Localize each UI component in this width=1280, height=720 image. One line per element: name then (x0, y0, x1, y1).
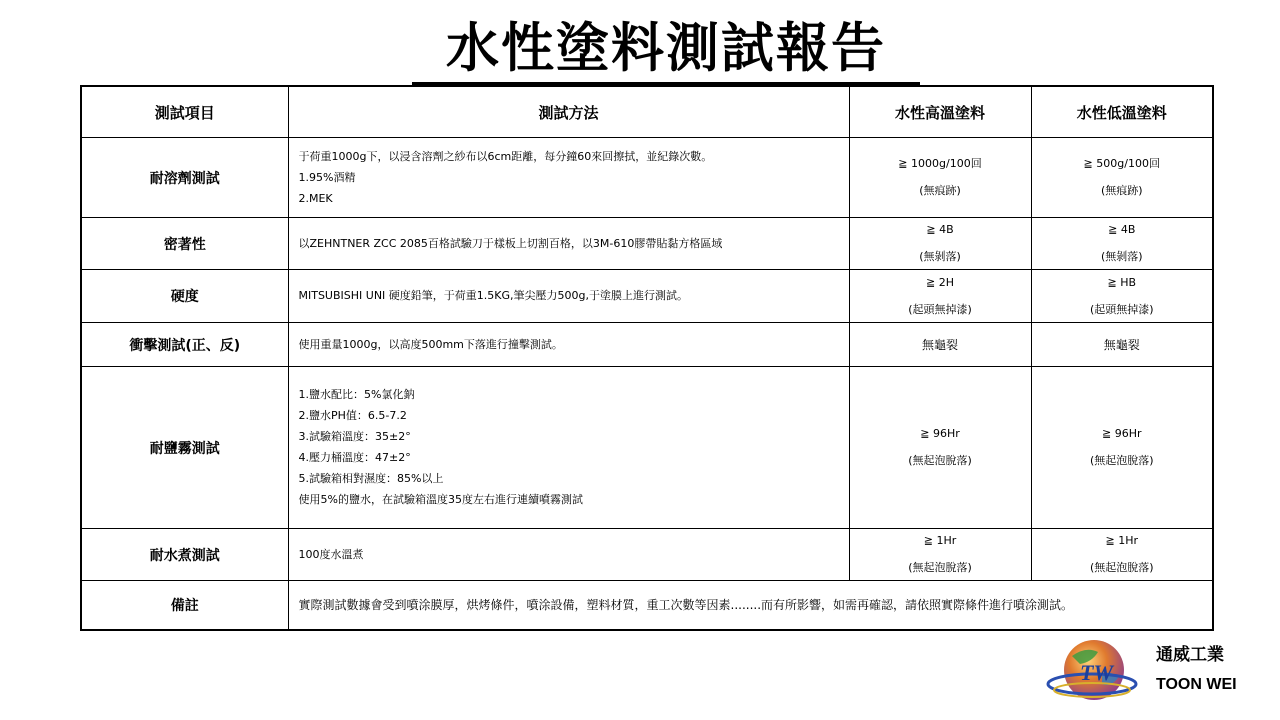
table-row (81, 270, 1213, 323)
note-text-cell (288, 581, 1213, 630)
header-test-method: 測試方法 (288, 86, 849, 138)
result-value: ≧ 500g/100回 (1083, 157, 1160, 170)
row-item-label: 耐溶劑測試 (81, 138, 288, 218)
method-line: 3.試驗箱溫度：35±2° (298, 430, 411, 443)
note-row (81, 581, 1213, 630)
result-note: (無起泡脫落) (1089, 561, 1154, 574)
company-logo (1046, 634, 1146, 710)
result-note: (無痕跡) (1100, 184, 1143, 197)
result-note: (起頭無掉漆) (1089, 302, 1154, 316)
method-line: 4.壓力桶溫度：47±2° (298, 451, 411, 464)
row-method (288, 529, 849, 581)
result-note: (無剝落) (1100, 250, 1143, 263)
row-low-temp-result (1031, 270, 1213, 323)
table-row (81, 218, 1213, 270)
result-note: (無起泡脫落) (908, 454, 972, 467)
result-note: (無痕跡) (919, 184, 961, 197)
row-low-temp-result (1031, 529, 1213, 581)
header-high-temp-coating: 水性高溫塗料 (849, 86, 1031, 138)
result-value: ≧ 1000g/100回 (898, 157, 982, 170)
row-low-temp-result (1031, 218, 1213, 270)
method-line: 于荷重1000g下，以浸含溶劑之紗布以6cm距離，每分鐘60來回擦拭，並紀錄次數。 (298, 149, 713, 163)
result-value: ≧ 1Hr (1105, 534, 1138, 547)
table-row (81, 323, 1213, 367)
result-note: (無起泡脫落) (1089, 454, 1154, 467)
row-high-temp-result (849, 270, 1031, 323)
test-report-table (80, 85, 1214, 631)
result-value: ≧ 4B (1108, 223, 1136, 236)
method-line: 2.MEK (298, 191, 333, 205)
result-value: ≧ 96Hr (1101, 427, 1142, 440)
row-high-temp-result: 無龜裂 (849, 323, 1031, 367)
row-high-temp-result (849, 367, 1031, 529)
row-item-label: 衝擊測試(正、反) (81, 323, 288, 367)
title-container (412, 14, 920, 85)
row-low-temp-result (1031, 367, 1213, 529)
row-item-label: 耐鹽霧測試 (81, 367, 288, 529)
method-line: 5.試驗箱相對濕度：85%以上 (298, 472, 444, 485)
row-item-label: 密著性 (81, 218, 288, 270)
result-note: (無剝落) (919, 250, 961, 263)
row-method (288, 138, 849, 218)
header-low-temp-coating: 水性低溫塗料 (1031, 86, 1213, 138)
row-method (288, 270, 849, 323)
result-value: ≧ 2H (926, 275, 954, 289)
brand-name-chinese: 通威工業 (1156, 645, 1224, 665)
page-title: 水性塗料測試報告 (446, 17, 886, 79)
header-test-item: 測試項目 (81, 86, 288, 138)
table-row (81, 138, 1213, 218)
result-value: ≧ HB (1107, 275, 1137, 289)
method-line: 使用5%的鹽水，在試驗箱溫度35度左右進行連續噴霧測試 (298, 493, 583, 506)
table-row (81, 367, 1213, 529)
result-value: ≧ 4B (926, 223, 954, 236)
row-high-temp-result (849, 138, 1031, 218)
row-high-temp-result (849, 218, 1031, 270)
method-line: 100度水溫煮 (298, 547, 364, 561)
row-low-temp-result: 無龜裂 (1031, 323, 1213, 367)
brand-name-english: TOON WEI (1156, 676, 1237, 693)
result-note: (無起泡脫落) (908, 561, 972, 574)
result-value: ≧ 96Hr (920, 427, 960, 440)
method-line: 1.95%酒精 (298, 170, 356, 184)
table-row (81, 529, 1213, 581)
method-line: MITSUBISHI UNI 硬度鉛筆，于荷重1.5KG,筆尖壓力500g,于塗膜上進行測試。 (298, 289, 688, 302)
result-value: ≧ 1Hr (923, 534, 957, 547)
method-line: 使用重量1000g，以高度500mm下落進行撞擊測試。 (298, 337, 563, 351)
result-note: (起頭無掉漆) (908, 302, 972, 316)
row-item-label: 耐水煮測試 (81, 529, 288, 581)
row-high-temp-result (849, 529, 1031, 581)
row-method (288, 367, 849, 529)
note-text: 實際測試數據會受到噴涂膜厚，烘烤條件，噴涂設備，塑料材質，重工次數等因素........而有所影響，如需再確認，請依照實際條件進行噴涂測試。 (298, 597, 1074, 612)
method-line: 2.鹽水PH值：6.5-7.2 (298, 409, 407, 422)
row-low-temp-result (1031, 138, 1213, 218)
method-line: 1.鹽水配比：5%氯化鈉 (298, 388, 415, 401)
row-method (288, 218, 849, 270)
method-line: 以ZEHNTNER ZCC 2085百格試驗刀于樣板上切割百格，以3M-610膠帶貼黏方格區域 (298, 236, 723, 250)
table-header-row (81, 86, 1213, 138)
logo-monogram: TW (1080, 660, 1113, 685)
note-label: 備註 (81, 581, 288, 630)
row-item-label: 硬度 (81, 270, 288, 323)
row-method (288, 323, 849, 367)
